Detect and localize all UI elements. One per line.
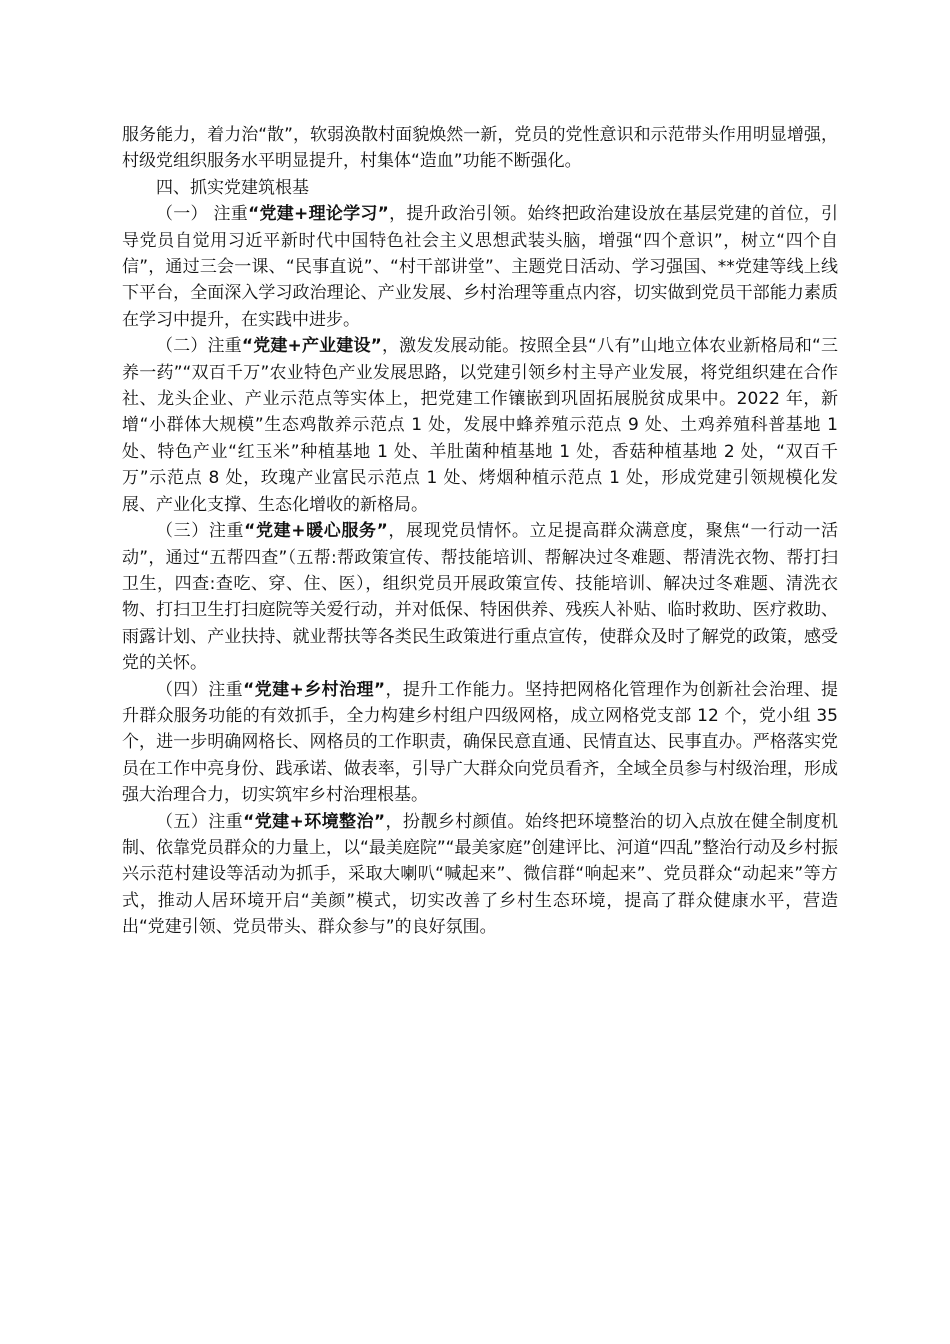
item-body: 立足提高群众满意度，聚焦“一行动一活动”，通过“五帮四查”（五帮:帮政策宣传、帮技能培训、帮解决过冬难题、帮清洗衣物、帮打扫卫生，四查:查吃、穿、住、医），组织党员开展政策宣传、技能培训、解决过冬难题、清洗衣物、打扫卫生打扫庭院等关爱行动，并对低保、特困供养、残疾人补贴、临时救助、医疗救助、雨露计划、产业扶持、就业帮扶等各类民生政策进行重点宣传，使群众及时了解党的政策，感受党的关怀。 — [122, 521, 839, 674]
paragraph-item-3 — [122, 518, 838, 676]
item-prefix: （二）注重 — [156, 336, 242, 357]
paragraph-item-4 — [122, 677, 838, 809]
paragraph-item-1 — [122, 201, 838, 333]
item-theme: “党建+暖心服务” — [244, 521, 388, 542]
item-prefix: （四）注重 — [156, 679, 244, 700]
item-lead: ，扮靓乡村颜值。 — [385, 811, 525, 832]
item-theme: “党建+乡村治理” — [243, 679, 386, 700]
item-body: 始终把环境整治的切入点放在健全制度机制、依靠党员群众的力量上，以“最美庭院”“最美家庭”创建评比、河道“四乱”整治行动及乡村振兴示范村建设等活动为抓手，采取大喇叭“喊起来”、微信群“响起来”、党员群众“动起来”等方式，推动人居环境开启“美颜”模式，切实改善了乡村生态环境，提高了群众健康水平，营造出“党建引领、党员带头、群众参与”的良好氛围。 — [122, 811, 839, 938]
item-body: 坚持把网格化管理作为创新社会治理、提升群众服务功能的有效抓手，全力构建乡村组户四级网格，成立网格党支部 12 个，党小组 35 个，进一步明确网格长、网格员的工作职责，确保民意直通、民情直达、民事直办。严格落实党员在工作中亮身份、践承诺、做表率，引导广大群众向党员看齐，全域全员参与村级治理，形成强大治理合力，切实筑牢乡村治理根基。 — [122, 679, 839, 806]
document-body — [122, 122, 838, 941]
section-heading: 四、抓实党建筑根基 — [156, 177, 309, 198]
item-lead: ，激发发展动能。 — [381, 336, 520, 357]
item-theme: “党建+环境整治” — [243, 811, 386, 832]
paragraph-continuation: 服务能力，着力治“散”，软弱涣散村面貌焕然一新，党员的党性意识和示范带头作用明显增强，村级党组织服务水平明显提升，村集体“造血”功能不断强化。 — [122, 125, 838, 172]
item-prefix: （一） 注重 — [156, 204, 249, 225]
item-lead: ，提升政治引领。 — [388, 204, 528, 225]
item-prefix: （三）注重 — [156, 521, 245, 542]
item-body: 按照全县“八有”山地立体农业新格局和“三养一药”“双百千万”农业特色产业发展思路，以党建引领乡村主导产业发展，将党组织建在合作社、龙头企业、产业示范点等实体上，把党建工作镶嵌到巩固拓展脱贫成果中。2022 年，新增“小群体大规模”生态鸡散养示范点 1 处，发展中蜂养殖示范点 9 处、土鸡养殖科普基地 1 处、特色产业“红玉米”种植基地 1 处、羊肚菌种植基地 1 处，香菇种植基地 2 处，“双百千万”示范点 8 处，玫瑰产业富民示范点 1 处、烤烟种植示范点 1 处，形成党建引领规模化发展、产业化支撑、生态化增收的新格局。 — [122, 336, 839, 515]
item-prefix: （五）注重 — [156, 811, 244, 832]
item-lead: ，展现党员情怀。 — [387, 521, 530, 542]
item-theme: “党建+理论学习” — [248, 204, 389, 225]
item-lead: ，提升工作能力。 — [385, 679, 525, 700]
paragraph-item-5 — [122, 809, 838, 941]
paragraph-item-2 — [122, 333, 838, 518]
item-theme: “党建+产业建设” — [241, 336, 382, 357]
item-body: 始终把政治建设放在基层党建的首位，引导党员自觉用习近平新时代中国特色社会主义思想武装头脑，增强“四个意识”，树立“四个自信”，通过三会一课、“民事直说”、“村干部讲堂”、主题党日活动、学习强国、**党建等线上线下平台，全面深入学习政治理论、产业发展、乡村治理等重点内容，切实做到党员干部能力素质在学习中提升，在实践中进步。 — [122, 204, 839, 330]
